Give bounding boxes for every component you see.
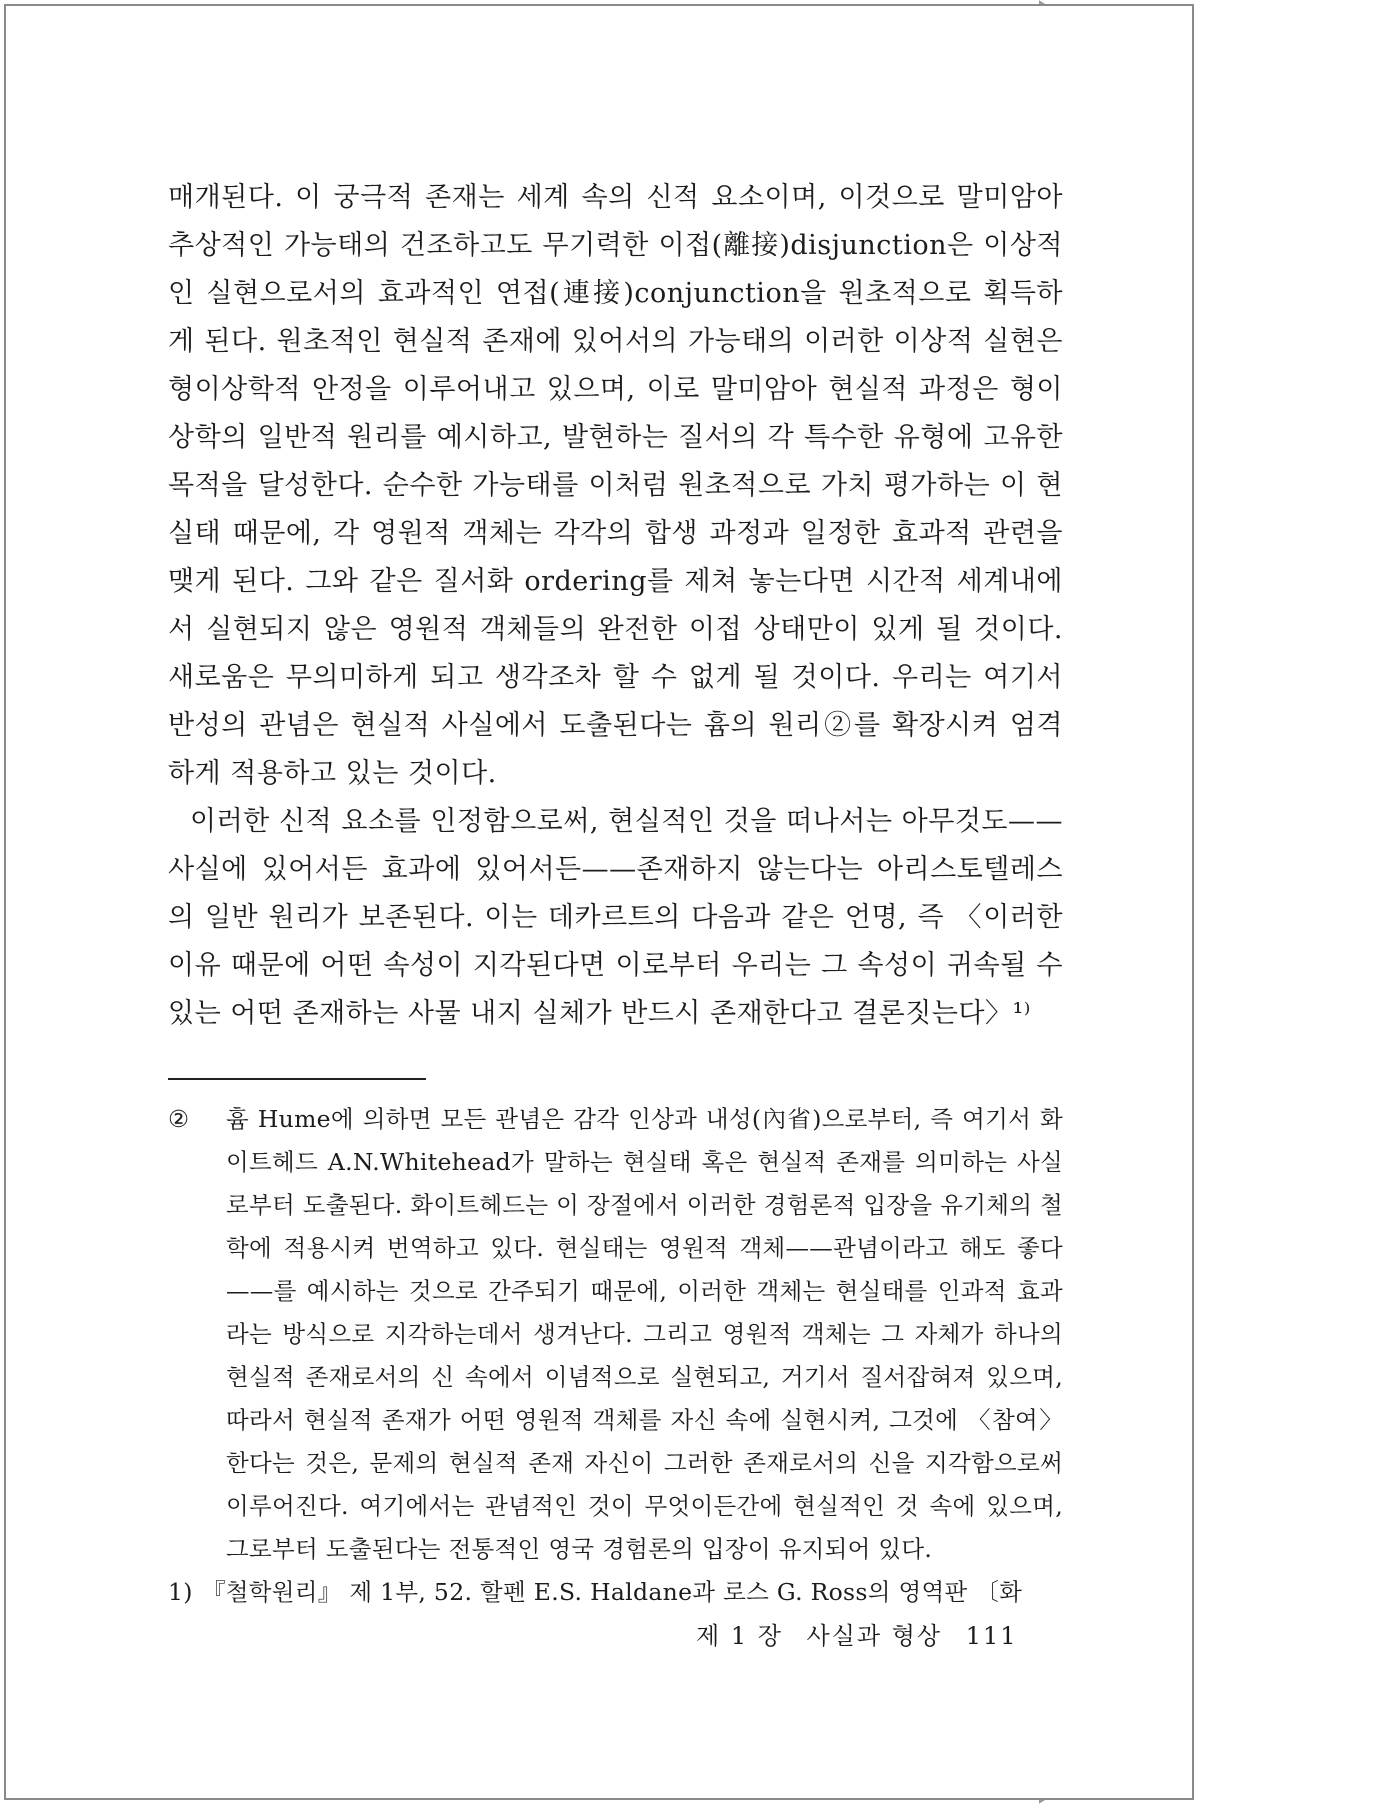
footnotes: [168, 1098, 1063, 1614]
page-number: 111: [965, 1622, 1018, 1650]
footnote-divider: [168, 1078, 426, 1080]
footnote-2-text: 흄 Hume에 의하면 모든 관념은 감각 인상과 내성(內省)으로부터, 즉 여기서 화이트헤드 A.N.Whitehead가 말하는 현실태 혹은 현실적 존재를 의미하는 사실로부터 도출된다. 화이트헤드는 이 장절에서 이러한 경험론적 입장을 유기체의 철학에 적용시켜 번역하고 있다. 현실태는 영원적 객체——관념이라고 해도 좋다——를 예시하는 것으로 간주되기 때문에, 이러한 객체는 현실태를 인과적 효과라는 방식으로 지각하는데서 생겨난다. 그리고 영원적 객체는 그 자체가 하나의 현실적 존재로서의 신 속에서 이념적으로 실현되고, 거기서 질서잡혀져 있으며, 따라서 현실적 존재가 어떤 영원적 객체를 자신 속에 실현시켜, 그것에 〈참여〉한다는 것은, 문제의 현실적 존재 자신이 그러한 존재로서의 신을 지각함으로써 이루어진다. 여기에서는 관념적인 것이 무엇이든간에 현실적인 것 속에 있으며, 그로부터 도출된다는 전통적인 영국 경험론의 입장이 유지되어 있다.: [226, 1105, 1063, 1563]
footnote-1-marker: 1): [168, 1578, 193, 1606]
footnote-1-text: 『철학원리』 제 1부, 52. 할펜 E.S. Haldane과 로스 G. Ross의 영역판 〔화: [202, 1578, 1023, 1606]
book-page: [4, 4, 1194, 1800]
footer-title: 사실과 형상: [806, 1622, 943, 1650]
footnote-1: [168, 1571, 1063, 1614]
running-footer: [696, 1616, 1032, 1651]
page-content: [168, 174, 1063, 1614]
body-paragraph-1: 매개된다. 이 궁극적 존재는 세계 속의 신적 요소이며, 이것으로 말미암아 추상적인 가능태의 건조하고도 무기력한 이접(離接)disjunction은 이상적인 실현으로서의 효과적인 연접(連接)conjunction을 원초적으로 획득하게 된다. 원초적인 현실적 존재에 있어서의 가능태의 이러한 이상적 실현은 형이상학적 안정을 이루어내고 있으며, 이로 말미암아 현실적 과정은 형이상학의 일반적 원리를 예시하고, 발현하는 질서의 각 특수한 유형에 고유한 목적을 달성한다. 순수한 가능태를 이처럼 원초적으로 가치 평가하는 이 현실태 때문에, 각 영원적 객체는 각각의 합생 과정과 일정한 효과적 관련을 맺게 된다. 그와 같은 질서화 ordering를 제쳐 놓는다면 시간적 세계내에서 실현되지 않은 영원적 객체들의 완전한 이접 상태만이 있게 될 것이다. 새로움은 무의미하게 되고 생각조차 할 수 없게 될 것이다. 우리는 여기서 반성의 관념은 현실적 사실에서 도출된다는 흄의 원리②를 확장시켜 엄격하게 적용하고 있는 것이다.: [168, 182, 1063, 789]
main-text: [168, 174, 1063, 1038]
body-paragraph-2: 이러한 신적 요소를 인정함으로써, 현실적인 것을 떠나서는 아무것도——사실에 있어서든 효과에 있어서든——존재하지 않는다는 아리스토텔레스의 일반 원리가 보존된다. 이는 데카르트의 다음과 같은 언명, 즉 〈이러한 이유 때문에 어떤 속성이 지각된다면 이로부터 우리는 그 속성이 귀속될 수 있는 어떤 존재하는 사물 내지 실체가 반드시 존재한다고 결론짓는다〉¹⁾: [168, 806, 1063, 1029]
footer-chapter: 제 1 장: [696, 1622, 783, 1650]
footnote-2-marker: ②: [168, 1105, 190, 1133]
footnote-2: [168, 1098, 1063, 1571]
